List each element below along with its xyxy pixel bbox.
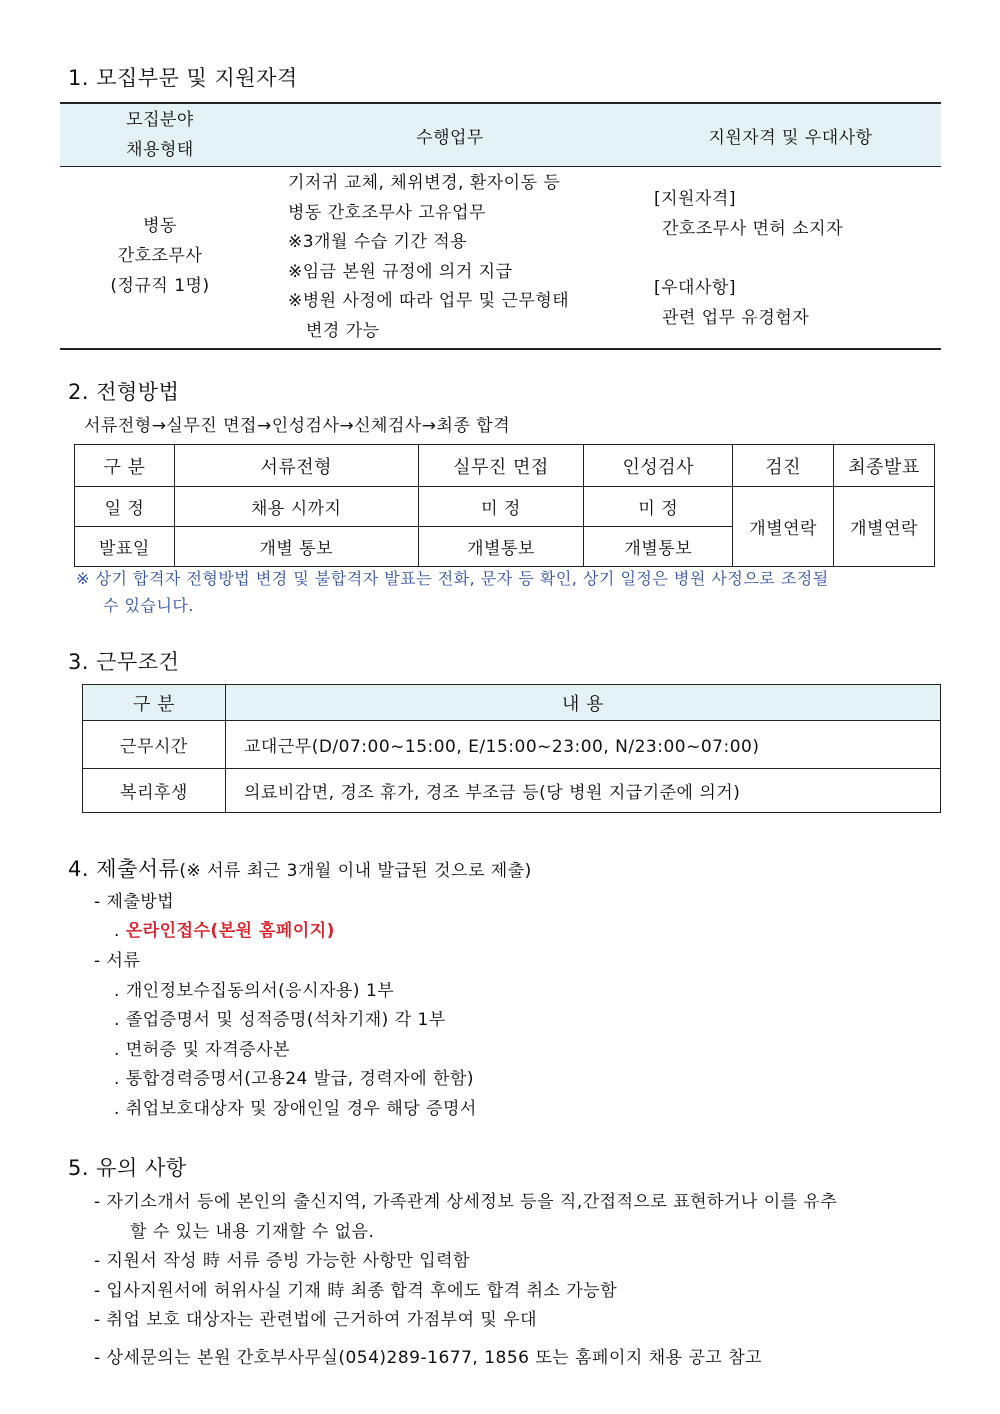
section-4-title-note: (※ 서류 최근 3개월 이내 발급된 것으로 제출) [179,861,532,881]
qualification-title: [지원자격] [654,189,736,209]
recruitment-table [60,102,941,350]
list-item: . 통합경력증명서(고용24 발급, 경력자에 한함) [114,1069,474,1089]
document-item: 면허증 및 자격증사본 [125,1040,290,1060]
table-row [83,769,941,813]
qualification-value: 간호조무사 면허 소지자 [662,218,844,239]
header-category: 구 분 [75,445,175,487]
list-item: . 개인정보수집동의서(응시자용) 1부 [114,981,395,1001]
header-document-screening: 서류전형 [174,445,418,487]
duty-item: 변경 가능 [306,320,380,341]
notice-item: - 상세문의는 본원 간호부사무실(054)289-1677, 1856 또는 홈페이지 채용 공고 참고 [94,1348,763,1368]
duty-item: ※임금 본원 규정에 의거 지급 [288,261,513,282]
notice-item: - 자기소개서 등에 본인의 출신지역, 가족관계 상세정보 등을 직,간접적으로 표현하거나 이를 유추 [94,1192,838,1212]
duty-item: 병동 간호조무사 고유업무 [288,202,486,223]
selection-table [74,444,935,567]
duty-item: 기저귀 교체, 체위변경, 환자이동 등 [288,173,561,193]
header-qualifications: 지원자격 및 우대사항 [640,103,941,167]
selection-note-line2: 수 있습니다. [103,596,194,615]
row-label: 근무시간 [83,721,226,769]
document-item: 졸업증명서 및 성적증명(석차기재) 각 1부 [125,1010,446,1030]
document-item: 개인정보수집동의서(응시자용) 1부 [125,981,395,1001]
header-category: 구 분 [83,685,226,721]
section-4-heading [68,853,532,883]
documents-label: - 서류 [94,951,141,971]
header-field-line2: 채용형태 [126,140,194,160]
field-cell [60,167,260,349]
row-label: 복리후생 [83,769,226,813]
final-announcement-cell: 개별연락 [834,487,935,567]
list-item: . 취업보호대상자 및 장애인일 경우 해당 증명서 [114,1099,477,1119]
field-line: 병동 [143,216,177,236]
table-cell: 채용 시까지 [174,487,418,527]
section-3-title: 3. 근무조건 [68,650,180,674]
selection-flow: 서류전형→실무진 면접→인성검사→신체검사→최종 합격 [84,416,511,436]
row-label: 일 정 [75,487,175,527]
table-row [83,721,941,769]
table-row [60,167,941,349]
header-field [60,103,260,167]
header-health-check: 검진 [733,445,834,487]
qualification-cell [640,167,941,349]
header-content: 내 용 [226,685,941,721]
list-item: . 면허증 및 자격증사본 [114,1040,290,1060]
duty-item: ※병원 사정에 따라 업무 및 근무형태 [288,291,570,311]
notice-item: - 지원서 작성 時 서류 증빙 가능한 사항만 입력함 [94,1251,470,1271]
section-2-title: 2. 전형방법 [68,380,180,404]
table-cell: 미 정 [418,487,584,527]
table-cell: 개별 통보 [174,527,418,567]
header-field-line1: 모집분야 [126,110,194,130]
header-personality-test: 인성검사 [584,445,733,487]
submission-method: . 온라인접수(본원 홈페이지) [114,921,335,941]
notice-item: - 입사지원서에 허위사실 기재 時 최종 합격 후에도 합격 취소 가능함 [94,1281,618,1301]
preference-title: [우대사항] [654,278,736,298]
document-item: 통합경력증명서(고용24 발급, 경력자에 한함) [125,1069,474,1089]
header-final-announcement: 최종발표 [834,445,935,487]
section-1-title: 1. 모집부문 및 지원자격 [68,66,298,90]
table-cell: 개별통보 [418,527,584,567]
field-line: 간호조무사 [117,246,203,266]
field-line: (정규직 1명) [110,276,210,296]
table-cell: 교대근무(D/07:00~15:00, E/15:00~23:00, N/23:00~07:00) [226,721,941,769]
notice-item: - 취업 보호 대상자는 관련법에 근거하여 가점부여 및 우대 [94,1310,538,1330]
preference-value: 관련 업무 유경험자 [662,307,810,328]
duty-item: ※3개월 수습 기간 적용 [288,232,468,252]
duties-cell [260,167,640,349]
submission-method-label: - 제출방법 [94,892,175,912]
table-cell: 개별통보 [584,527,733,567]
table-cell: 의료비감면, 경조 휴가, 경조 부조금 등(당 병원 지급기준에 의거) [226,769,941,813]
notice-item-continued: 할 수 있는 내용 기재할 수 없음. [130,1222,375,1242]
work-conditions-table [82,684,941,813]
section-5-title: 5. 유의 사항 [68,1156,187,1180]
header-duties: 수행업무 [260,103,640,167]
table-cell: 미 정 [584,487,733,527]
header-interview: 실무진 면접 [418,445,584,487]
table-row [75,487,935,527]
row-label: 발표일 [75,527,175,567]
document-item: 취업보호대상자 및 장애인일 경우 해당 증명서 [125,1099,477,1119]
section-4-title: 4. 제출서류 [68,857,180,881]
health-check-cell: 개별연락 [733,487,834,567]
list-item: . 졸업증명서 및 성적증명(석차기재) 각 1부 [114,1010,446,1030]
submission-method-value: 온라인접수(본원 홈페이지) [125,921,335,941]
selection-note-line1: ※ 상기 합격자 전형방법 변경 및 불합격자 발표는 전화, 문자 등 확인, 상기 일정은 병원 사정으로 조정될 [76,569,829,588]
